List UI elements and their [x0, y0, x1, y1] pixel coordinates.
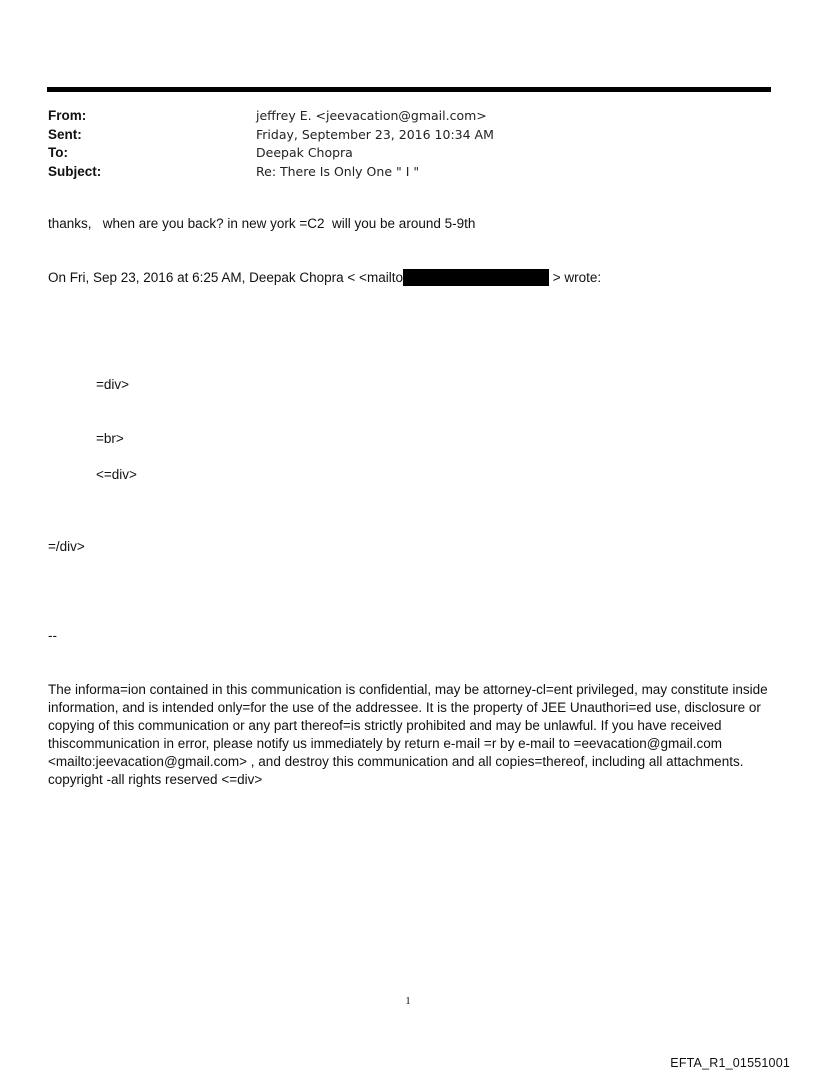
- div-lt-text: <=div>: [96, 467, 137, 482]
- to-row: [48, 144, 768, 163]
- br-tag-text: =br>: [96, 431, 124, 446]
- div-open-text: =div>: [96, 377, 130, 392]
- from-value: jeffrey E. <jeevacation@gmail.com>: [256, 108, 487, 123]
- div-close-text: =/div>: [48, 539, 85, 554]
- header-rule: [47, 87, 771, 92]
- subject-label: Subject:: [48, 163, 102, 179]
- from-label: From:: [48, 108, 87, 123]
- disclaimer-paragraph: The informa=ion contained in this communication is confidential, may be attorney-cl=ent privileged, may constitute inside information, and is intended only=for the use of the addressee. It is the property of JEE Unauthori=ed use, disclosure or copying of this communication or any part thereof=is strictly prohibited and may be unlawful. If you have received thiscommunication in error, please notify us immediately by return e-mail =r by e-mail to =eevacation@gmail.com <mailto:jeevacation@gmail.com> , and destroy this communication and all copies=thereof, including all attachments. copyright -all rights reserved <=div>: [48, 682, 768, 787]
- quote-line: [48, 269, 601, 287]
- from-row: [48, 107, 768, 126]
- subject-row: [48, 163, 768, 182]
- redaction-block: [403, 269, 549, 286]
- sent-row: [48, 126, 768, 145]
- quote-prefix: On Fri, Sep 23, 2016 at 6:25 AM, Deepak Chopra < <mailto: [48, 270, 403, 285]
- page-number: 1: [405, 995, 411, 1007]
- quote-suffix: > wrote:: [548, 270, 602, 285]
- to-label: To:: [48, 145, 68, 160]
- subject-value: Re: There Is Only One " I ": [256, 163, 420, 179]
- document-id: EFTA_R1_01551001: [670, 1056, 790, 1070]
- email-header: [48, 107, 768, 181]
- signature-separator: --: [48, 628, 57, 643]
- sent-value: Friday, September 23, 2016 10:34 AM: [256, 126, 494, 142]
- message-text: thanks, when are you back? in new york =C2 will you be around 5-9th: [48, 216, 476, 231]
- to-value: Deepak Chopra: [256, 145, 353, 160]
- sent-label: Sent:: [48, 126, 82, 142]
